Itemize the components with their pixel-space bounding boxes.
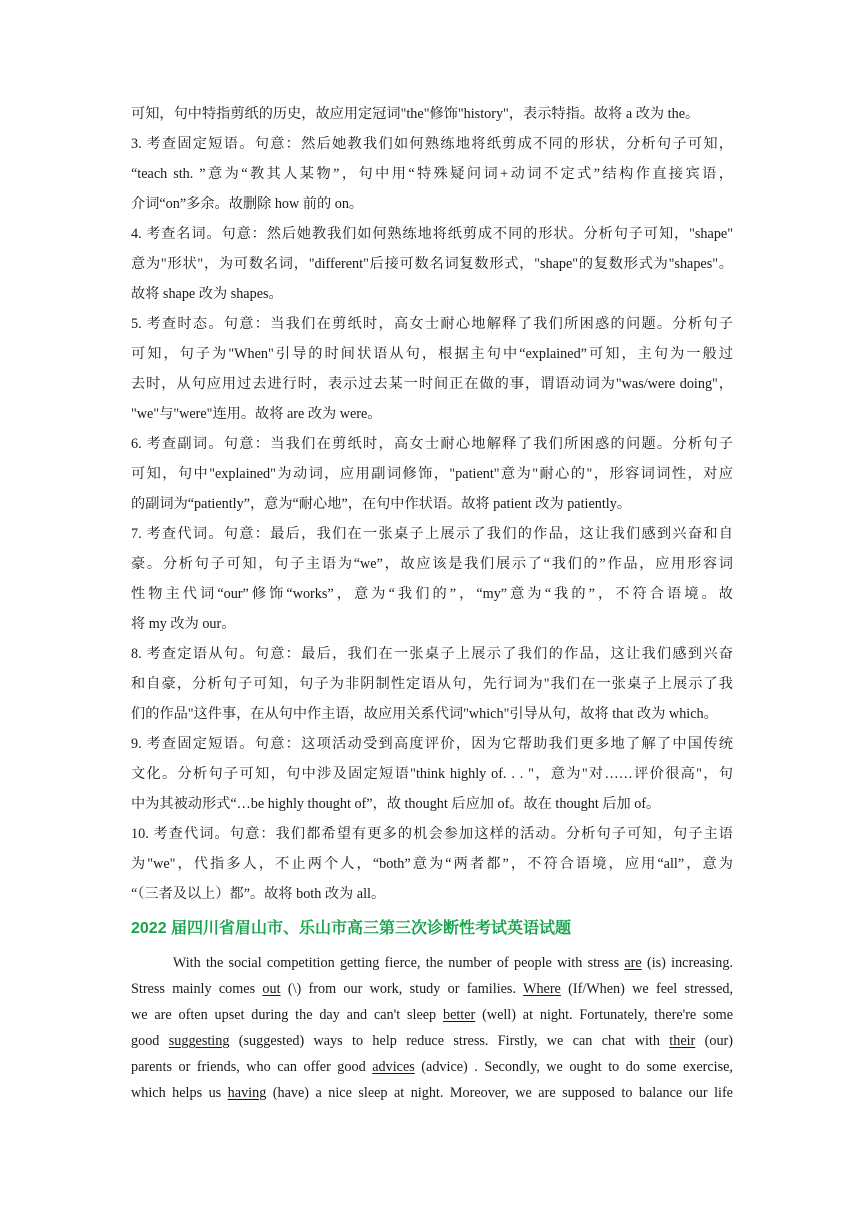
underlined-answer: advices [372, 1059, 415, 1075]
underlined-answer: Where [523, 981, 561, 997]
explanation-line: 将 my 改为 our。 [131, 616, 236, 632]
passage-line [131, 953, 733, 973]
explanation-line: 5. 考查时态。句意：当我们在剪纸时，高女士耐心地解释了我们所困惑的问题。分析句子 [131, 316, 733, 332]
passage-text: which helps us [131, 1085, 228, 1101]
explanation-line: 介词“on”多余。故删除 how 前的 on。 [131, 196, 364, 212]
section-title: 2022 届四川省眉山市、乐山市高三第三次诊断性考试英语试题 [131, 920, 572, 937]
passage-line [131, 1057, 733, 1077]
explanation-line: “teach sth. ”意为“教其人某物”，句中用“特殊疑问词+动词不定式”结构作直接宾语， [131, 166, 733, 182]
explanation-line: 文化。分析句子可知，句中涉及固定短语"think highly of. . . "，意为"对……评价很高"，句 [131, 766, 733, 782]
explanation-line: 中为其被动形式“…be highly thought of”，故 thought 后应加 of。故在 thought 后加 of。 [131, 796, 661, 812]
explanation-line: 故将 shape 改为 shapes。 [131, 286, 283, 302]
explanation-line: 6. 考查副词。句意：当我们在剪纸时，高女士耐心地解释了我们所困惑的问题。分析句子 [131, 436, 733, 452]
passage-line [131, 1005, 733, 1025]
explanation-line: 可知，句子为"When"引导的时间状语从句，根据主句中“explained”可知，主句为一般过 [131, 346, 733, 362]
passage-text: we are often upset during the day and can't sleep [131, 1007, 443, 1023]
underlined-answer: their [669, 1033, 696, 1049]
explanation-line: 4. 考查名词。句意：然后她教我们如何熟练地将纸剪成不同的形状。分析句子可知，"shape" [131, 226, 733, 242]
passage-text: Stress mainly comes [131, 981, 263, 997]
explanation-line: 9. 考查固定短语。句意：这项活动受到高度评价，因为它帮助我们更多地了解了中国传统 [131, 736, 733, 752]
passage-text: (\) from our work, study or families. [280, 981, 524, 997]
explanation-line: “（三者及以上）都”。故将 both 改为 all。 [131, 886, 386, 902]
explanation-line: 们的作品"这件事，在从句中作主语，故应用关系代词"which"引导从句，故将 that 改为 which。 [131, 706, 718, 722]
passage-text: (advice) . Secondly, we ought to do some exercise, [414, 1059, 733, 1075]
explanation-line: 3. 考查固定短语。句意：然后她教我们如何熟练地将纸剪成不同的形状，分析句子可知， [131, 136, 733, 152]
passage-text: parents or friends, who can offer good [131, 1059, 373, 1075]
passage-line [131, 1083, 733, 1103]
explanation-line: 和自豪，分析句子可知，句子为非阴制性定语从句，先行词为"我们在一张桌子上展示了我 [131, 676, 733, 692]
explanation-line: 可知，句中特指剪纸的历史，故应用定冠词"the"修饰"history"，表示特指。故将 a 改为 the。 [131, 106, 700, 122]
passage-text: (our) [695, 1033, 733, 1049]
passage-text: (well) at night. Fortunately, there're some [475, 1007, 733, 1023]
explanation-line: 为"we"，代指多人，不止两个人，“both”意为“两者都”，不符合语境，应用“all”，意为 [131, 856, 733, 872]
underlined-answer: suggesting [168, 1033, 230, 1049]
explanation-line: 7. 考查代词。句意：最后，我们在一张桌子上展示了我们的作品，这让我们感到兴奋和自 [131, 526, 733, 542]
passage-line [131, 1031, 733, 1051]
explanation-line: 性物主代词“our”修饰“works”，意为“我们的”，“my”意为“我的”，不符合语境。故 [131, 586, 733, 602]
explanation-line: "we"与"were"连用。故将 are 改为 were。 [131, 406, 382, 422]
underlined-answer: better [442, 1007, 476, 1023]
explanation-line: 可知，句中"explained"为动词，应用副词修饰，"patient"意为"耐心的"，形容词词性，对应 [131, 466, 733, 482]
explanation-line: 的副词为“patiently”，意为“耐心地”，在句中作状语。故将 patient 改为 patiently。 [131, 496, 632, 512]
passage-line [131, 979, 733, 999]
explanation-line: 去时，从句应用过去进行时，表示过去某一时间正在做的事，谓语动词为"was/were doing"， [131, 376, 733, 392]
passage-text: With the social competition getting fierce, the number of people with stress [131, 955, 625, 971]
explanation-line: 豪。分析句子可知，句子主语为“we”，故应该是我们展示了“我们的”作品，应用形容词 [131, 556, 733, 572]
underlined-answer: having [227, 1085, 267, 1101]
passage-text: good [131, 1033, 169, 1049]
explanation-line: 8. 考查定语从句。句意：最后，我们在一张桌子上展示了我们的作品，这让我们感到兴奋 [131, 646, 733, 662]
underlined-answer: are [624, 955, 642, 971]
passage-text: (have) a nice sleep at night. Moreover, we are supposed to balance our life [266, 1085, 733, 1101]
passage-text: (is) increasing. [641, 955, 733, 971]
passage-text: (If/When) we feel stressed, [560, 981, 734, 997]
explanation-line: 10. 考查代词。句意：我们都希望有更多的机会参加这样的活动。分析句子可知，句子主语 [131, 826, 733, 842]
underlined-answer: out [262, 981, 281, 997]
passage-text: (suggested) ways to help reduce stress. Firstly, we can chat with [229, 1033, 670, 1049]
explanation-line: 意为"形状"，为可数名词，"different"后接可数名词复数形式，"shape"的复数形式为"shapes"。 [131, 256, 733, 272]
